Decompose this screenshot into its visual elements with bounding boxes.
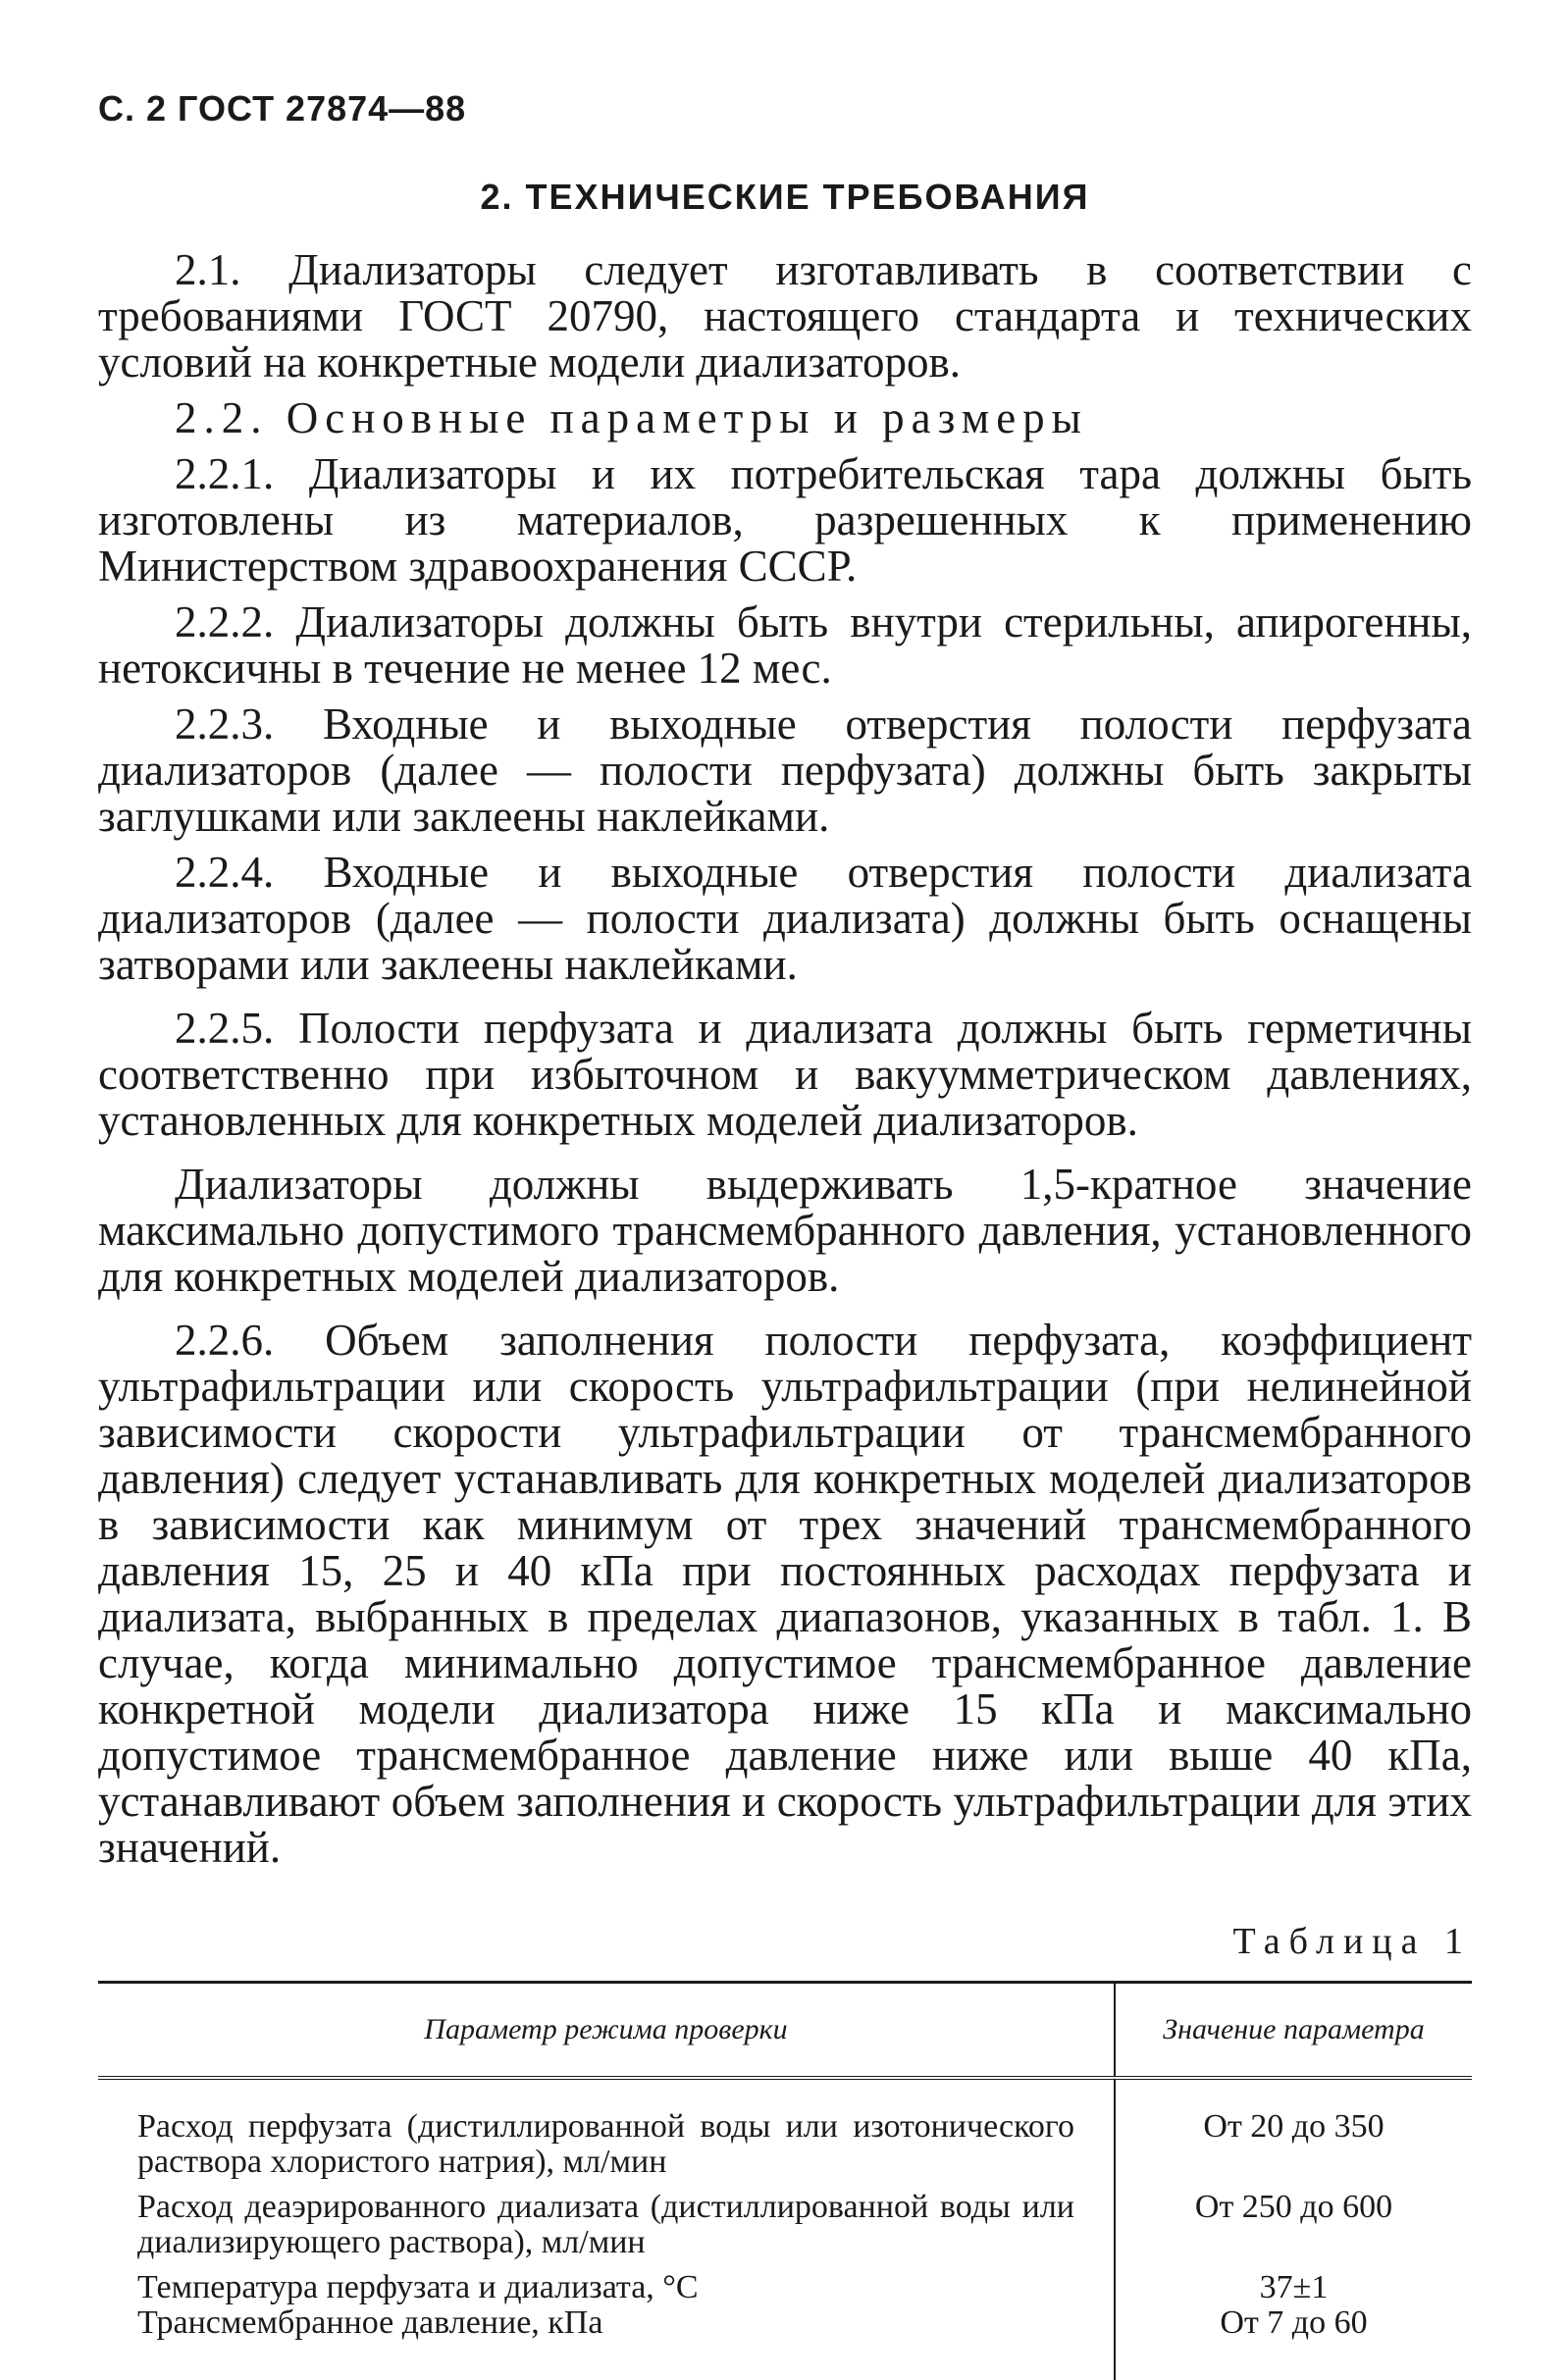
table-header-row [98,1983,1472,2079]
document-page [98,88,1472,2380]
paragraph-2-2-2: 2.2.2. Диализаторы должны быть внутри стерильны, апирогенны, нетоксичны в течение не менее 12 мес. [98,597,1472,693]
table-row [98,2270,1472,2305]
table-row [98,2078,1472,2190]
paragraph-2-2-5-cont: Диализаторы должны выдерживать 1,5-кратное значение максимально допустимого трансмембранного давления, установленного для конкретных моделей диализаторов. [98,1160,1472,1301]
paragraph-2-2-1: 2.2.1. Диализаторы и их потребительская тара должны быть изготовлены из материалов, разрешенных к применению Министерством здравоохранения СССР. [98,449,1472,591]
table-cell-value: От 20 до 350 [1203,2108,1384,2145]
table-cell-param: Расход перфузата (дистиллированной воды или изотонического раствора хлористого натрия), мл/мин [98,2078,1115,2190]
table-cell-value: От 7 до 60 [1220,2304,1368,2341]
parameters-table [98,1981,1472,2380]
paragraph-2-2-3: 2.2.3. Входные и выходные отверстия полости перфузата диализаторов (далее — полости перфузата) должны быть закрыты заглушками или заклеены наклейками. [98,699,1472,841]
table-header-value: Значение параметра [1115,1983,1472,2079]
paragraph-2-2-4: 2.2.4. Входные и выходные отверстия полости диализата диализаторов (далее — полости диализата) должны быть оснащены затворами или заклеены наклейками. [98,848,1472,989]
table-row [98,2305,1472,2380]
paragraph-2-1: 2.1. Диализаторы следует изготавливать в соответствии с требованиями ГОСТ 20790, настоящего стандарта и технических условий на конкретные модели диализаторов. [98,245,1472,387]
paragraph-2-2: 2.2. Основные параметры и размеры [175,393,1088,442]
table-cell-value: От 250 до 600 [1194,2189,1393,2225]
paragraph-2-2-5: 2.2.5. Полости перфузата и диализата должны быть герметичны соответственно при избыточном и вакуумметрическом давлениях, установленных для конкретных моделей диализаторов. [98,1004,1472,1145]
table-cell-param: Температура перфузата и диализата, °С [98,2270,1115,2305]
table-row [98,2190,1472,2270]
table-cell-param: Расход деаэрированного диализата (дистиллированной воды или диализирующего раствора), мл/мин [98,2190,1115,2270]
table-cell-value: 37±1 [1259,2269,1329,2305]
page-header: С. 2 ГОСТ 27874—88 [98,88,467,129]
table-caption: Таблица 1 [1232,1921,1472,1962]
paragraph-2-2-6: 2.2.6. Объем заполнения полости перфузата, коэффициент ультрафильтрации или скорость ультрафильтрации (при нелинейной зависимости скорости ультрафильтрации от трансмембранного давления) следует устанавливать для конкретных моделей диализаторов в зависимости как минимум от трех значений трансмембранного давления 15, 25 и 40 кПа при постоянных расходах перфузата и диализата, выбранных в пределах диапазонов, указанных в табл. 1. В случае, когда минимально допустимое трансмембранное давление конкретной модели диализатора ниже 15 кПа и максимально допустимое трансмембранное давление ниже или выше 40 кПа, устанавливают объем заполнения и скорость ультрафильтрации для этих значений. [98,1316,1472,1872]
table-cell-param: Трансмембранное давление, кПа [98,2305,1115,2380]
table-header-param: Параметр режима проверки [98,1983,1115,2079]
section-title: 2. ТЕХНИЧЕСКИЕ ТРЕБОВАНИЯ [480,177,1090,217]
